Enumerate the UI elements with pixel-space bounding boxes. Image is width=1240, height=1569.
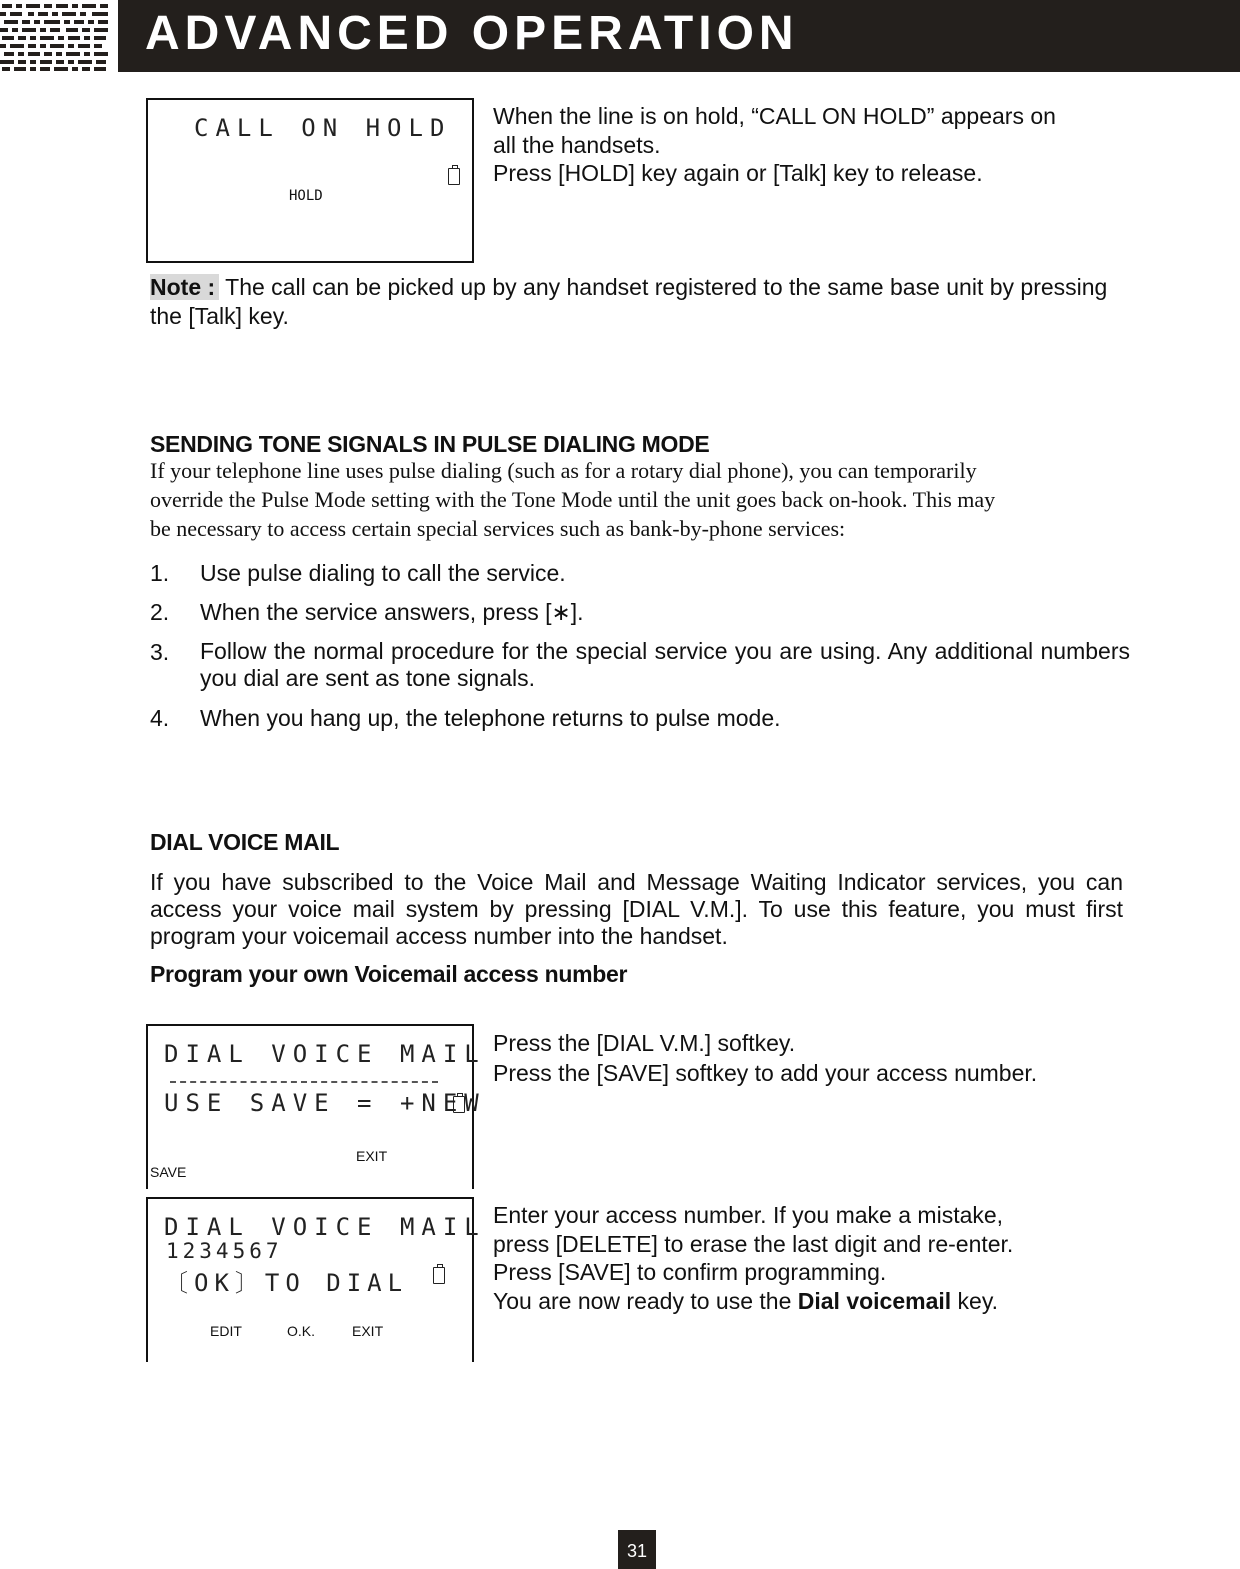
list-item [150, 704, 1130, 734]
note-label: Note : [150, 274, 219, 300]
tone-section-intro [150, 456, 1130, 543]
vm2-line4-prefix: You are now ready to use the [493, 1287, 798, 1314]
lcd-divider [170, 1081, 438, 1083]
voicemail-subheading: Program your own Voicemail access number [150, 961, 628, 987]
list-item-number: 4. [150, 705, 170, 731]
battery-icon [433, 1267, 445, 1284]
list-item-text: Follow the normal procedure for the special service you are using. Any additional numbers you dial are sent as tone signals. [200, 638, 1130, 691]
vm2-text-line4 [493, 1287, 1153, 1316]
list-item-number: 1. [150, 560, 170, 586]
list-item-number: 2. [150, 599, 170, 625]
hold-text-line2: all the handsets. [493, 131, 661, 158]
header-logo-pattern [0, 0, 110, 72]
lcd-voicemail-save [146, 1024, 486, 1189]
list-item-number: 3. [150, 639, 170, 665]
note-text: The call can be picked up by any handset registered to the same base unit by pressing the [Talk] key. [150, 274, 1108, 329]
hold-text-line3: Press [HOLD] key again or [Talk] key to release. [493, 160, 983, 186]
vm2-text-line3: Press [SAVE] to confirm programming. [493, 1259, 887, 1285]
list-item [150, 598, 1130, 628]
lcd-vm2-line2: 1234567 [166, 1239, 283, 1263]
list-item-text: When you hang up, the telephone returns to pulse mode. [200, 705, 781, 731]
vm1-text-line1: Press the [DIAL V.M.] softkey. [493, 1030, 796, 1056]
voicemail-section-heading: DIAL VOICE MAIL [150, 829, 340, 855]
page-title: ADVANCED OPERATION [145, 7, 799, 60]
note-paragraph [150, 273, 1110, 331]
vm2-description [493, 1201, 1153, 1315]
softkey-exit[interactable]: EXIT [352, 1323, 384, 1339]
lcd-vm2-line1: DIAL VOICE MAIL [164, 1213, 486, 1241]
tone-intro-line3: be necessary to access certain special services such as bank-by-phone services: [150, 516, 846, 541]
list-item-text: Use pulse dialing to call the service. [200, 560, 566, 586]
vm1-description [493, 1028, 1153, 1088]
lcd-call-on-hold [146, 98, 474, 263]
battery-icon [448, 168, 460, 185]
softkey-edit[interactable]: EDIT [210, 1323, 242, 1339]
vm2-text-line2: press [DELETE] to erase the last digit and re-enter. [493, 1230, 1014, 1257]
lcd-vm1-line2: USE SAVE = +NEW [164, 1089, 486, 1117]
list-item [150, 638, 1130, 696]
softkey-ok[interactable]: O.K. [287, 1323, 316, 1339]
softkey-save[interactable]: SAVE [150, 1164, 187, 1180]
softkey-exit[interactable]: EXIT [356, 1148, 388, 1164]
dial-voicemail-key-name: Dial voicemail [797, 1287, 952, 1314]
page-number: 31 [618, 1530, 656, 1569]
tone-intro-line1: If your telephone line uses pulse dialing (such as for a rotary dial phone), you can temporarily [150, 458, 977, 483]
battery-icon [453, 1096, 465, 1113]
list-item [150, 559, 1130, 589]
tone-section-heading: SENDING TONE SIGNALS IN PULSE DIALING MODE [150, 431, 710, 457]
voicemail-intro: If you have subscribed to the Voice Mail and Message Waiting Indicator services, you can access your voice mail system by pressing [DIAL V.M.]. To use this feature, you must first program your voicemail access number into the handset. [150, 869, 1123, 949]
lcd-hold-line1: CALL ON HOLD [194, 114, 452, 142]
vm1-text-line2: Press the [SAVE] softkey to add your access number. [493, 1060, 1038, 1086]
lcd-vm1-line1: DIAL VOICE MAIL [164, 1040, 486, 1068]
tone-intro-line2: override the Pulse Mode setting with the Tone Mode until the unit goes back on-hook. This may [150, 487, 996, 512]
list-item-text: When the service answers, press [∗]. [200, 599, 584, 625]
hold-text-line1: When the line is on hold, “CALL ON HOLD” appears on [493, 103, 1056, 129]
lcd-voicemail-number [146, 1197, 486, 1362]
vm2-line4-suffix: key. [951, 1287, 999, 1314]
lcd-hold-label: HOLD [289, 188, 323, 204]
vm2-text-line1: Enter your access number. If you make a mistake, [493, 1202, 1004, 1228]
hold-description [493, 102, 1153, 188]
lcd-vm2-line3: 〔OK〕TO DIAL [164, 1269, 409, 1297]
